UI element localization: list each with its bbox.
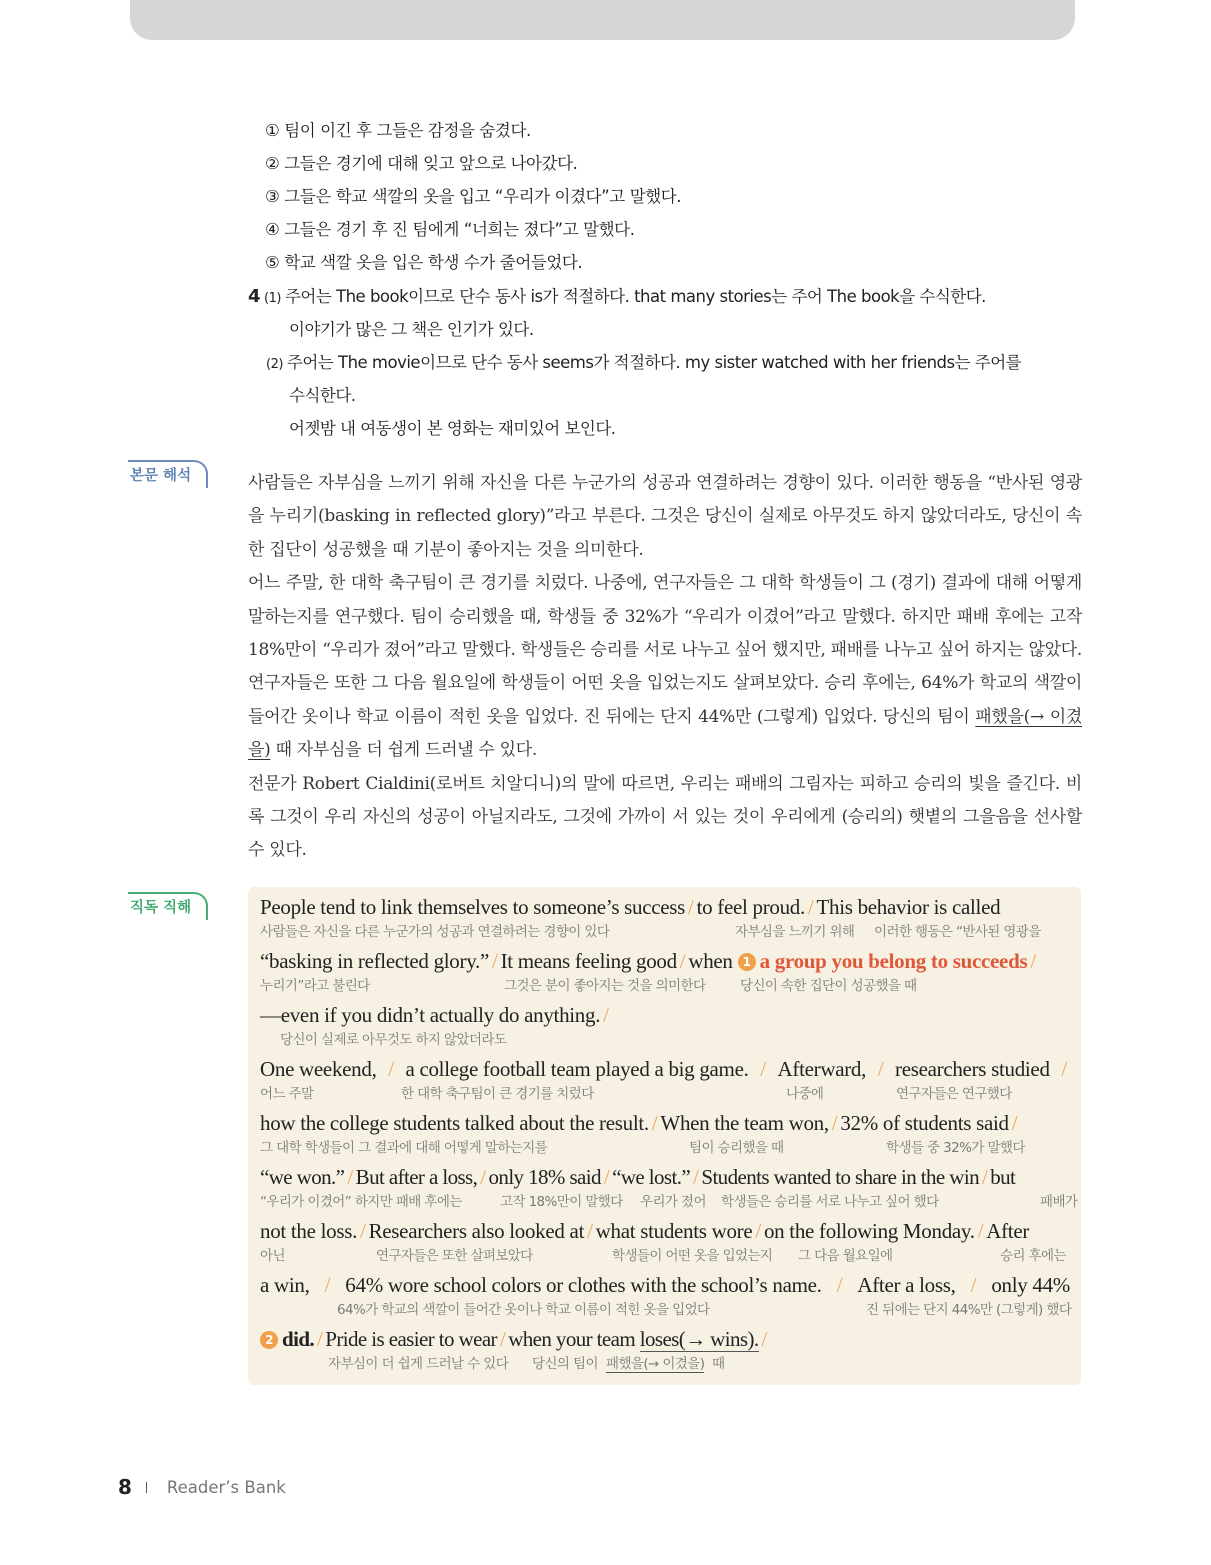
chunk: This behavior is called [816, 895, 1001, 919]
korean-gloss [260, 1136, 1070, 1156]
chunk: Researchers also looked at [368, 1219, 585, 1243]
gloss: 누리기”라고 불린다 [260, 978, 370, 994]
chunk: how the college students talked about the result. [260, 1111, 649, 1135]
reading-line [260, 1165, 1078, 1210]
slash-divider: / [603, 1003, 609, 1027]
answer-option-1: ① 팀이 이긴 후 그들은 감정을 숨겼다. [265, 121, 531, 140]
korean-gloss [260, 974, 1070, 994]
gloss: 이러한 행동은 “반사된 영광을 [874, 924, 1041, 940]
question-4-explanation [248, 280, 1088, 445]
chunk: only 44% [991, 1273, 1070, 1297]
slash-divider: / [1061, 1057, 1067, 1081]
gloss: 64%가 학교의 색깔이 들어간 옷이나 학교 이름이 적힌 옷을 입었다 [337, 1302, 710, 1318]
gloss: 팀이 승리했을 때 [689, 1140, 784, 1156]
slash-divider: / [587, 1219, 593, 1243]
gloss: 때 [712, 1356, 725, 1372]
reading-line [260, 1273, 1070, 1318]
chunk: After [986, 1219, 1030, 1243]
chunk: “basking in reflected glory.” [260, 949, 490, 973]
direct-reading-box [248, 887, 1081, 1385]
slash-divider: / [651, 1111, 658, 1135]
reading-line [260, 1111, 1070, 1156]
book-title: Reader’s Bank [166, 1477, 286, 1497]
chunk: a win, [260, 1273, 310, 1297]
slash-divider: / [970, 1273, 977, 1297]
chunk: People tend to link themselves to someone’s success [260, 895, 686, 919]
number-badge-1: 1 [738, 953, 756, 971]
english-line [260, 1327, 1070, 1352]
sub-label: (2) [266, 357, 283, 372]
slash-divider: / [347, 1165, 353, 1189]
gloss: 아닌 [260, 1248, 285, 1264]
gloss: 진 뒤에는 단지 44%만 (그렇게) 했다 [866, 1302, 1072, 1318]
q4-sub2 [248, 346, 1088, 379]
q4-sub1 [248, 280, 1088, 313]
slash-divider: / [480, 1165, 486, 1189]
gloss: 어느 주말 [260, 1086, 314, 1102]
reading-line [260, 1003, 1070, 1048]
chunk: Afterward, [777, 1057, 867, 1081]
slash-divider: / [679, 949, 686, 973]
chunk: One weekend, [260, 1057, 377, 1081]
question-number: 4 [248, 286, 261, 307]
underlined-correction: 패했을(→ 이겼을) [248, 706, 1082, 761]
english-line [260, 1165, 1070, 1190]
chunk: not the loss. [260, 1219, 358, 1243]
gloss: 당신이 속한 집단이 성공했을 때 [740, 978, 917, 994]
korean-gloss [260, 1298, 1070, 1318]
answer-option-5: ⑤ 학교 색깔 옷을 입은 학생 수가 줄어들었다. [265, 253, 583, 272]
slash-divider: / [1011, 1111, 1018, 1135]
gloss: 자부심이 더 쉽게 드러날 수 있다 [328, 1356, 509, 1372]
gloss: 한 대학 축구팀이 큰 경기를 치렀다 [401, 1086, 594, 1102]
slash-divider: / [807, 895, 814, 919]
gloss: 패배가 [1040, 1194, 1078, 1210]
english-line [260, 895, 1070, 920]
page-number: 8 [118, 1475, 132, 1499]
english-line [260, 949, 1070, 974]
slash-divider: / [317, 1327, 323, 1351]
reading-line [260, 1219, 1070, 1264]
gloss: 연구자들은 연구했다 [896, 1086, 1012, 1102]
gloss-underlined: 패했을(→ 이겼을) [606, 1352, 704, 1373]
korean-gloss [260, 1082, 1070, 1102]
slash-divider: / [760, 1057, 766, 1081]
chunk: what students wore [595, 1219, 753, 1243]
gloss: 자부심을 느끼기 위해 [735, 924, 855, 940]
chunk: researchers studied [895, 1057, 1050, 1081]
gloss: 학생들은 승리를 서로 나누고 싶어 했다 [721, 1194, 939, 1210]
gloss: 승리 후에는 [1000, 1248, 1066, 1264]
reading-line [260, 895, 1070, 940]
slash-divider: / [877, 1057, 884, 1081]
slash-divider: / [693, 1165, 699, 1189]
gloss: 나중에 [786, 1086, 824, 1102]
slash-divider: / [603, 1165, 610, 1189]
chunk: when your team [508, 1327, 636, 1351]
chunk: Pride is easier to wear [325, 1327, 497, 1351]
english-line [260, 1273, 1070, 1298]
chunk: —even if you didn’t actually do anything. [260, 1003, 601, 1027]
gloss: 그 대학 학생들이 그 결과에 대해 어떻게 말하는지를 [260, 1140, 548, 1156]
chunk: It means feeling good [500, 949, 677, 973]
translation-body [248, 467, 1082, 868]
slash-divider: / [836, 1273, 843, 1297]
highlighted-answer: did. [282, 1327, 315, 1351]
number-badge-2: 2 [260, 1331, 278, 1349]
gloss: 당신이 실제로 아무것도 하지 않았더라도 [280, 1032, 507, 1048]
translation-paragraph-1: 사람들은 자부심을 느끼기 위해 자신을 다른 누군가의 성공과 연결하려는 경향이 있다. 이러한 행동을 “반사된 영광을 누리기(basking in reflected glory)”라고 부른다. 그것은 당신이 실제로 아무것도 하지 않았더라도, 당신이 속한 집단이 성공했을 때 기분이 좋아지는 것을 의미한다. [248, 473, 1082, 560]
answer-option-4: ④ 그들은 경기 후 진 팀에게 “너희는 졌다”고 말했다. [265, 220, 635, 239]
slash-divider: / [324, 1273, 331, 1297]
section-label-translation: 본문 해석 [128, 460, 208, 488]
korean-gloss [260, 1190, 1078, 1210]
english-line [260, 1003, 1070, 1028]
q4-sub2-text: 주어는 The movie이므로 단수 동사 seems가 적절하다. my sister watched with her friends는 주어를 [286, 353, 1022, 372]
translation-text: 때 자부심을 더 쉽게 드러낼 수 있다. [270, 740, 538, 761]
highlighted-error: a group you belong to succeeds [759, 949, 1028, 973]
chunk: 64% wore school colors or clothes with the school’s name. [345, 1273, 822, 1297]
reading-line [260, 949, 1070, 994]
header-bar [130, 0, 1075, 40]
slash-divider: / [492, 949, 498, 973]
answer-option-2: ② 그들은 경기에 대해 잊고 앞으로 나아갔다. [265, 154, 578, 173]
korean-gloss [260, 920, 1070, 940]
gloss: 우리가 졌어 [640, 1194, 706, 1210]
gloss: 연구자들은 또한 살펴보았다 [376, 1248, 533, 1264]
translation-text: 어느 주말, 한 대학 축구팀이 큰 경기를 치렀다. 나중에, 연구자들은 그 대학 학생들이 그 (경기) 결과에 대해 어떻게 말하는지를 연구했다. 팀이 승리했을 때, 학생들 중 32%가 “우리가 이겼어”라고 말했다. 하지만 패배 후에는 고작 18%만이 “우리가 졌어”라고 말했다. 학생들은 승리를 서로 나누고 싶어 했지만, 패배를 나누고 싶어 하지는 않았다. 연구자들은 또한 그 다음 월요일에 학생들이 어떤 옷을 입었는지도 살펴보았다. 승리 후에는, 64%가 학교의 색깔이 들어간 옷이나 학교 이름이 적힌 옷을 입었다. 진 뒤에는 단지 44%만 (그렇게) 입었다. 당신의 팀이 [248, 573, 1082, 727]
footer-divider [146, 1482, 147, 1493]
chunk: “we won.” [260, 1165, 345, 1189]
english-line [260, 1057, 1070, 1082]
chunk: Students wanted to share in the win [701, 1165, 979, 1189]
gloss: 그것은 분이 좋아지는 것을 의미한다 [504, 978, 706, 994]
chunk: But after a loss, [355, 1165, 478, 1189]
gloss: 학생들 중 32%가 말했다 [886, 1140, 1025, 1156]
korean-gloss [260, 1244, 1070, 1264]
answer-option-3: ③ 그들은 학교 색깔의 옷을 입고 “우리가 이겼다”고 말했다. [265, 187, 682, 206]
chunk: “we lost.” [612, 1165, 691, 1189]
gloss: 그 다음 월요일에 [798, 1248, 893, 1264]
chunk: to feel proud. [696, 895, 805, 919]
korean-gloss [260, 1352, 1070, 1372]
q4-sub1-text: 주어는 The book이므로 단수 동사 is가 적절하다. that many stories는 주어 The book을 수식한다. [284, 287, 986, 306]
slash-divider: / [761, 1327, 767, 1351]
slash-divider: / [981, 1165, 988, 1189]
slash-divider: / [831, 1111, 838, 1135]
chunk: a college football team played a big game. [405, 1057, 749, 1081]
slash-divider: / [360, 1219, 366, 1243]
slash-divider: / [1030, 949, 1036, 973]
english-line [260, 1111, 1070, 1136]
reading-line [260, 1327, 1070, 1372]
translation-paragraph-3: 전문가 Robert Cialdini(로버트 치알디니)의 말에 따르면, 우리는 패배의 그림자는 피하고 승리의 빛을 즐긴다. 비록 그것이 우리 자신의 성공이 아닐지라도, 그것에 가까이 서 있는 것이 우리에게 (승리의) 햇볕의 그을음을 선사할 수 있다. [248, 773, 1082, 861]
underlined-correction: loses(→ wins). [639, 1327, 759, 1351]
slash-divider: / [977, 1219, 984, 1243]
section-label-direct-reading: 직독 직해 [128, 892, 208, 920]
reading-line [260, 1057, 1070, 1102]
chunk: 32% of students said [840, 1111, 1009, 1135]
q4-sub2-text-cont: 수식한다. [289, 386, 356, 405]
sub-label: (1) [264, 291, 281, 306]
answer-options [265, 114, 681, 279]
slash-divider: / [388, 1057, 394, 1081]
q4-sub2-translation: 어젯밤 내 여동생이 본 영화는 재미있어 보인다. [289, 419, 616, 438]
chunk: on the following Monday. [763, 1219, 975, 1243]
slash-divider: / [688, 895, 694, 919]
gloss: 학생들이 어떤 옷을 입었는지 [612, 1248, 773, 1264]
slash-divider: / [755, 1219, 761, 1243]
chunk: only 18% said [488, 1165, 601, 1189]
gloss: 당신의 팀이 [532, 1356, 598, 1372]
korean-gloss [260, 1028, 1070, 1048]
gloss: “우리가 이겼어” 하지만 패배 후에는 [260, 1194, 462, 1210]
translation-paragraph-2 [248, 567, 1082, 767]
gloss: 고작 18%만이 말했다 [500, 1194, 623, 1210]
page-footer [118, 1475, 286, 1499]
chunk: but [990, 1165, 1016, 1189]
gloss: 사람들은 자신을 다른 누군가의 성공과 연결하려는 경향이 있다 [260, 924, 610, 940]
q4-sub1-translation: 이야기가 많은 그 책은 인기가 있다. [289, 320, 534, 339]
chunk: When the team won, [660, 1111, 829, 1135]
english-line [260, 1219, 1070, 1244]
chunk: when [688, 949, 733, 973]
chunk: After a loss, [857, 1273, 956, 1297]
slash-divider: / [499, 1327, 506, 1351]
